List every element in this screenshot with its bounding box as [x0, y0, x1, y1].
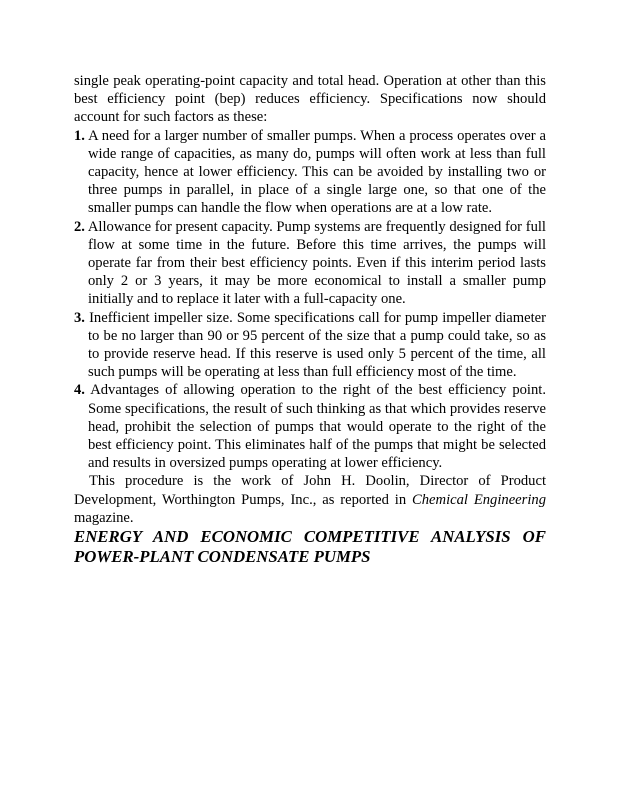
- list-item: [74, 309, 546, 382]
- item-number: 2.: [74, 218, 85, 235]
- list-item: [74, 218, 546, 309]
- section-heading: ENERGY AND ECONOMIC COMPETITIVE ANALYSIS OF POWER-PLANT CONDENSATE PUMPS: [74, 527, 546, 567]
- closing-paragraph: [74, 472, 546, 527]
- item-text: Advantages of allowing operation to the right of the best efficiency point. Some specifications, the result of such thinking as that which provides reserve head, prohibit the selection of pumps that would operate to the right of the best efficiency point. This eliminates half of the pumps that might be selected and results in oversized pumps operating at lower efficiency.: [84, 382, 546, 472]
- item-number: 3.: [74, 309, 85, 326]
- item-text: Allowance for present capacity. Pump systems are frequently designed for full flow at some time in the future. Before this time arrives, the pumps will operate far from their best efficiency points. Even if this interim period lasts only 2 or 3 years, it may be more economical to install a smaller pump initially and to replace it later with a full-capacity one.: [84, 218, 546, 308]
- document-page: [74, 72, 546, 567]
- item-text: A need for a larger number of smaller pumps. When a process operates over a wide range of capacities, as many do, pumps will often work at less than full capacity, hence at lower efficiency. This can be avoided by installing two or three pumps in parallel, in place of a single large one, so that one of the smaller pumps can handle the flow when operations are at a low rate.: [84, 127, 546, 217]
- intro-paragraph: single peak operating-point capacity and total head. Operation at other than this best efficiency point (bep) reduces efficiency. Specifications now should account for such factors as these:: [74, 73, 546, 126]
- list-item: [74, 381, 546, 472]
- item-number: 4.: [74, 382, 85, 399]
- publication-name: Chemical Engineering: [412, 491, 546, 508]
- item-number: 1.: [74, 127, 85, 144]
- closing-tail: magazine.: [74, 509, 134, 526]
- item-text: Inefficient impeller size. Some specifications call for pump impeller diameter to be no larger than 90 or 95 percent of the size that a pump could take, so as to provide reserve head. If this reserve is used only 5 percent of the time, all such pumps will be operating at less than full efficiency most of the time.: [84, 309, 546, 381]
- list-item: [74, 127, 546, 218]
- closing-text: This procedure is the work of John H. Doolin, Director of Product Development, Worthington Pumps, Inc., as reported in: [74, 473, 546, 508]
